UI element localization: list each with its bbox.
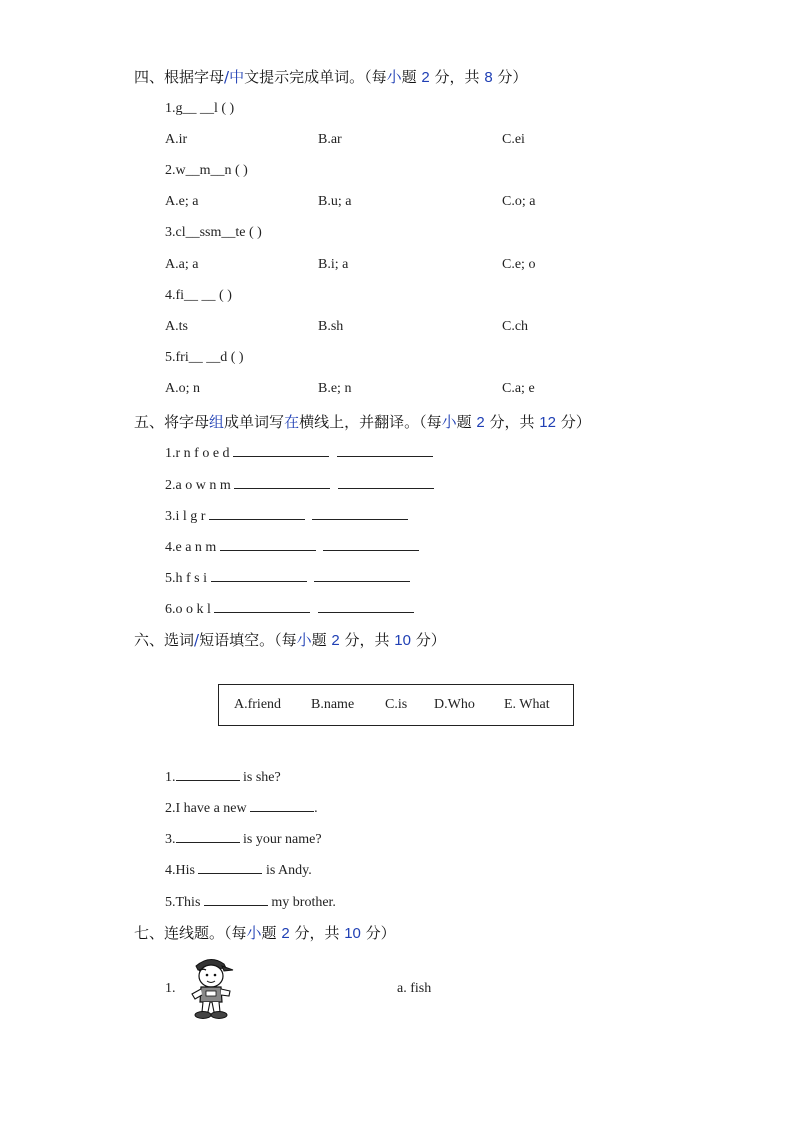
translation-blank[interactable] xyxy=(318,600,414,613)
word-bank-box xyxy=(218,684,574,726)
section-number: 六、 xyxy=(134,631,165,649)
heading-text: 分） xyxy=(410,631,446,649)
points-value: 2 xyxy=(421,69,430,86)
heading-text: / xyxy=(194,631,200,649)
option-b: B.u; a xyxy=(318,194,352,209)
heading-text: 将字母 xyxy=(164,413,210,431)
sentence-text: 3. xyxy=(165,832,176,847)
heading-text: 小 xyxy=(386,68,402,86)
section-5-heading xyxy=(134,411,591,432)
option-a: A.o; n xyxy=(165,381,200,396)
heading-text: 根据字母 xyxy=(164,68,225,86)
sentence-text: . xyxy=(314,801,318,816)
option-b: B.sh xyxy=(318,319,344,334)
fill-sentence xyxy=(165,893,336,911)
heading-text: 分） xyxy=(492,68,528,86)
option-b: B.ar xyxy=(318,132,342,147)
word-option: B.name xyxy=(311,697,355,712)
sentence-text: is your name? xyxy=(239,832,322,847)
question-stem: 1.g__ __l ( ) xyxy=(165,101,235,116)
sentence-text: 5.This xyxy=(165,895,204,910)
question-stem: 3.cl__ssm__te ( ) xyxy=(165,225,262,240)
boy-illustration[interactable] xyxy=(186,954,236,1020)
heading-text: 题 xyxy=(456,413,477,431)
heading-text: 横线上，并翻译。（每 xyxy=(299,413,442,431)
word-blank[interactable] xyxy=(209,507,305,520)
points-value: 2 xyxy=(281,925,290,942)
sentence-text: is Andy. xyxy=(262,863,312,878)
answer-blank[interactable] xyxy=(176,768,240,781)
scramble-letters: 6.o o k l xyxy=(165,602,211,617)
heading-text: / xyxy=(224,68,230,86)
option-c: C.o; a xyxy=(502,194,536,209)
heading-text: 组 xyxy=(209,413,225,431)
heading-text: 题 xyxy=(401,68,422,86)
translation-blank[interactable] xyxy=(312,507,408,520)
question-stem: 2.w__m__n ( ) xyxy=(165,163,248,178)
scramble-item xyxy=(165,600,414,618)
question-stem: 5.fri__ __d ( ) xyxy=(165,350,244,365)
option-c: C.ei xyxy=(502,132,525,147)
translation-blank[interactable] xyxy=(338,476,434,489)
scramble-item xyxy=(165,444,433,462)
answer-blank[interactable] xyxy=(198,861,262,874)
section-7-heading xyxy=(134,922,396,943)
translation-blank[interactable] xyxy=(314,569,410,582)
scramble-letters: 1.r n f o e d xyxy=(165,446,230,461)
scramble-item xyxy=(165,476,434,494)
heading-text: 文提示完成单词。（每 xyxy=(244,68,387,86)
heading-text: 选词 xyxy=(164,631,195,649)
option-a: A.ts xyxy=(165,319,188,334)
option-b: B.i; a xyxy=(318,257,349,272)
fill-sentence xyxy=(165,768,281,786)
answer-blank[interactable] xyxy=(204,893,268,906)
points-value: 2 xyxy=(476,414,485,431)
answer-blank[interactable] xyxy=(250,799,314,812)
heading-text: 小 xyxy=(296,631,312,649)
match-item-number: 1. xyxy=(165,981,176,996)
section-number: 五、 xyxy=(134,413,165,431)
sentence-text: is she? xyxy=(239,770,281,785)
match-word[interactable]: a. fish xyxy=(397,981,432,996)
scramble-item xyxy=(165,569,410,587)
scramble-letters: 3.i l g r xyxy=(165,509,206,524)
scramble-letters: 5.h f s i xyxy=(165,571,207,586)
fill-sentence xyxy=(165,799,318,817)
option-a: A.ir xyxy=(165,132,188,147)
word-option: A.friend xyxy=(234,697,282,712)
sentence-text: my brother. xyxy=(267,895,336,910)
section-number: 七、 xyxy=(134,924,165,942)
heading-text: 分） xyxy=(555,413,591,431)
total-points-value: 12 xyxy=(539,414,556,431)
word-option: D.Who xyxy=(434,697,475,712)
section-number: 四、 xyxy=(134,68,165,86)
section-4-heading xyxy=(134,66,527,87)
heading-text: 分，共 xyxy=(289,924,345,942)
heading-text: 短语填空。（每 xyxy=(199,631,297,649)
option-a: A.a; a xyxy=(165,257,199,272)
option-c: C.e; o xyxy=(502,257,536,272)
word-blank[interactable] xyxy=(211,569,307,582)
heading-text: 分，共 xyxy=(339,631,395,649)
sentence-text: 1. xyxy=(165,770,176,785)
fill-sentence xyxy=(165,830,322,848)
points-value: 2 xyxy=(331,632,340,649)
sentence-text: 4.His xyxy=(165,863,199,878)
heading-text: 中 xyxy=(229,68,245,86)
question-stem: 4.fi__ __ ( ) xyxy=(165,288,232,303)
heading-text: 题 xyxy=(261,924,282,942)
word-option: C.is xyxy=(385,697,408,712)
total-points-value: 10 xyxy=(344,925,361,942)
option-c: C.a; e xyxy=(502,381,535,396)
fill-sentence xyxy=(165,861,312,879)
word-blank[interactable] xyxy=(220,538,316,551)
heading-text: 小 xyxy=(246,924,262,942)
total-points-value: 8 xyxy=(484,69,493,86)
total-points-value: 10 xyxy=(394,632,411,649)
scramble-letters: 4.e a n m xyxy=(165,540,217,555)
option-a: A.e; a xyxy=(165,194,199,209)
word-blank[interactable] xyxy=(234,476,330,489)
heading-text: 题 xyxy=(311,631,332,649)
option-b: B.e; n xyxy=(318,381,352,396)
heading-text: 在 xyxy=(284,413,300,431)
heading-text: 小 xyxy=(441,413,457,431)
word-option: E. What xyxy=(504,697,550,712)
heading-text: 连线题。（每 xyxy=(164,924,247,942)
sentence-text: 2.I have a new xyxy=(165,801,251,816)
section-6-heading xyxy=(134,629,446,650)
heading-text: 成单词写 xyxy=(224,413,285,431)
word-blank[interactable] xyxy=(214,600,310,613)
option-c: C.ch xyxy=(502,319,529,334)
heading-text: 分） xyxy=(360,924,396,942)
scramble-item xyxy=(165,538,419,556)
scramble-letters: 2.a o w n m xyxy=(165,478,231,493)
answer-blank[interactable] xyxy=(176,830,240,843)
word-blank[interactable] xyxy=(233,444,329,457)
translation-blank[interactable] xyxy=(337,444,433,457)
heading-text: 分，共 xyxy=(484,413,540,431)
scramble-item xyxy=(165,507,408,525)
translation-blank[interactable] xyxy=(323,538,419,551)
heading-text: 分，共 xyxy=(429,68,485,86)
